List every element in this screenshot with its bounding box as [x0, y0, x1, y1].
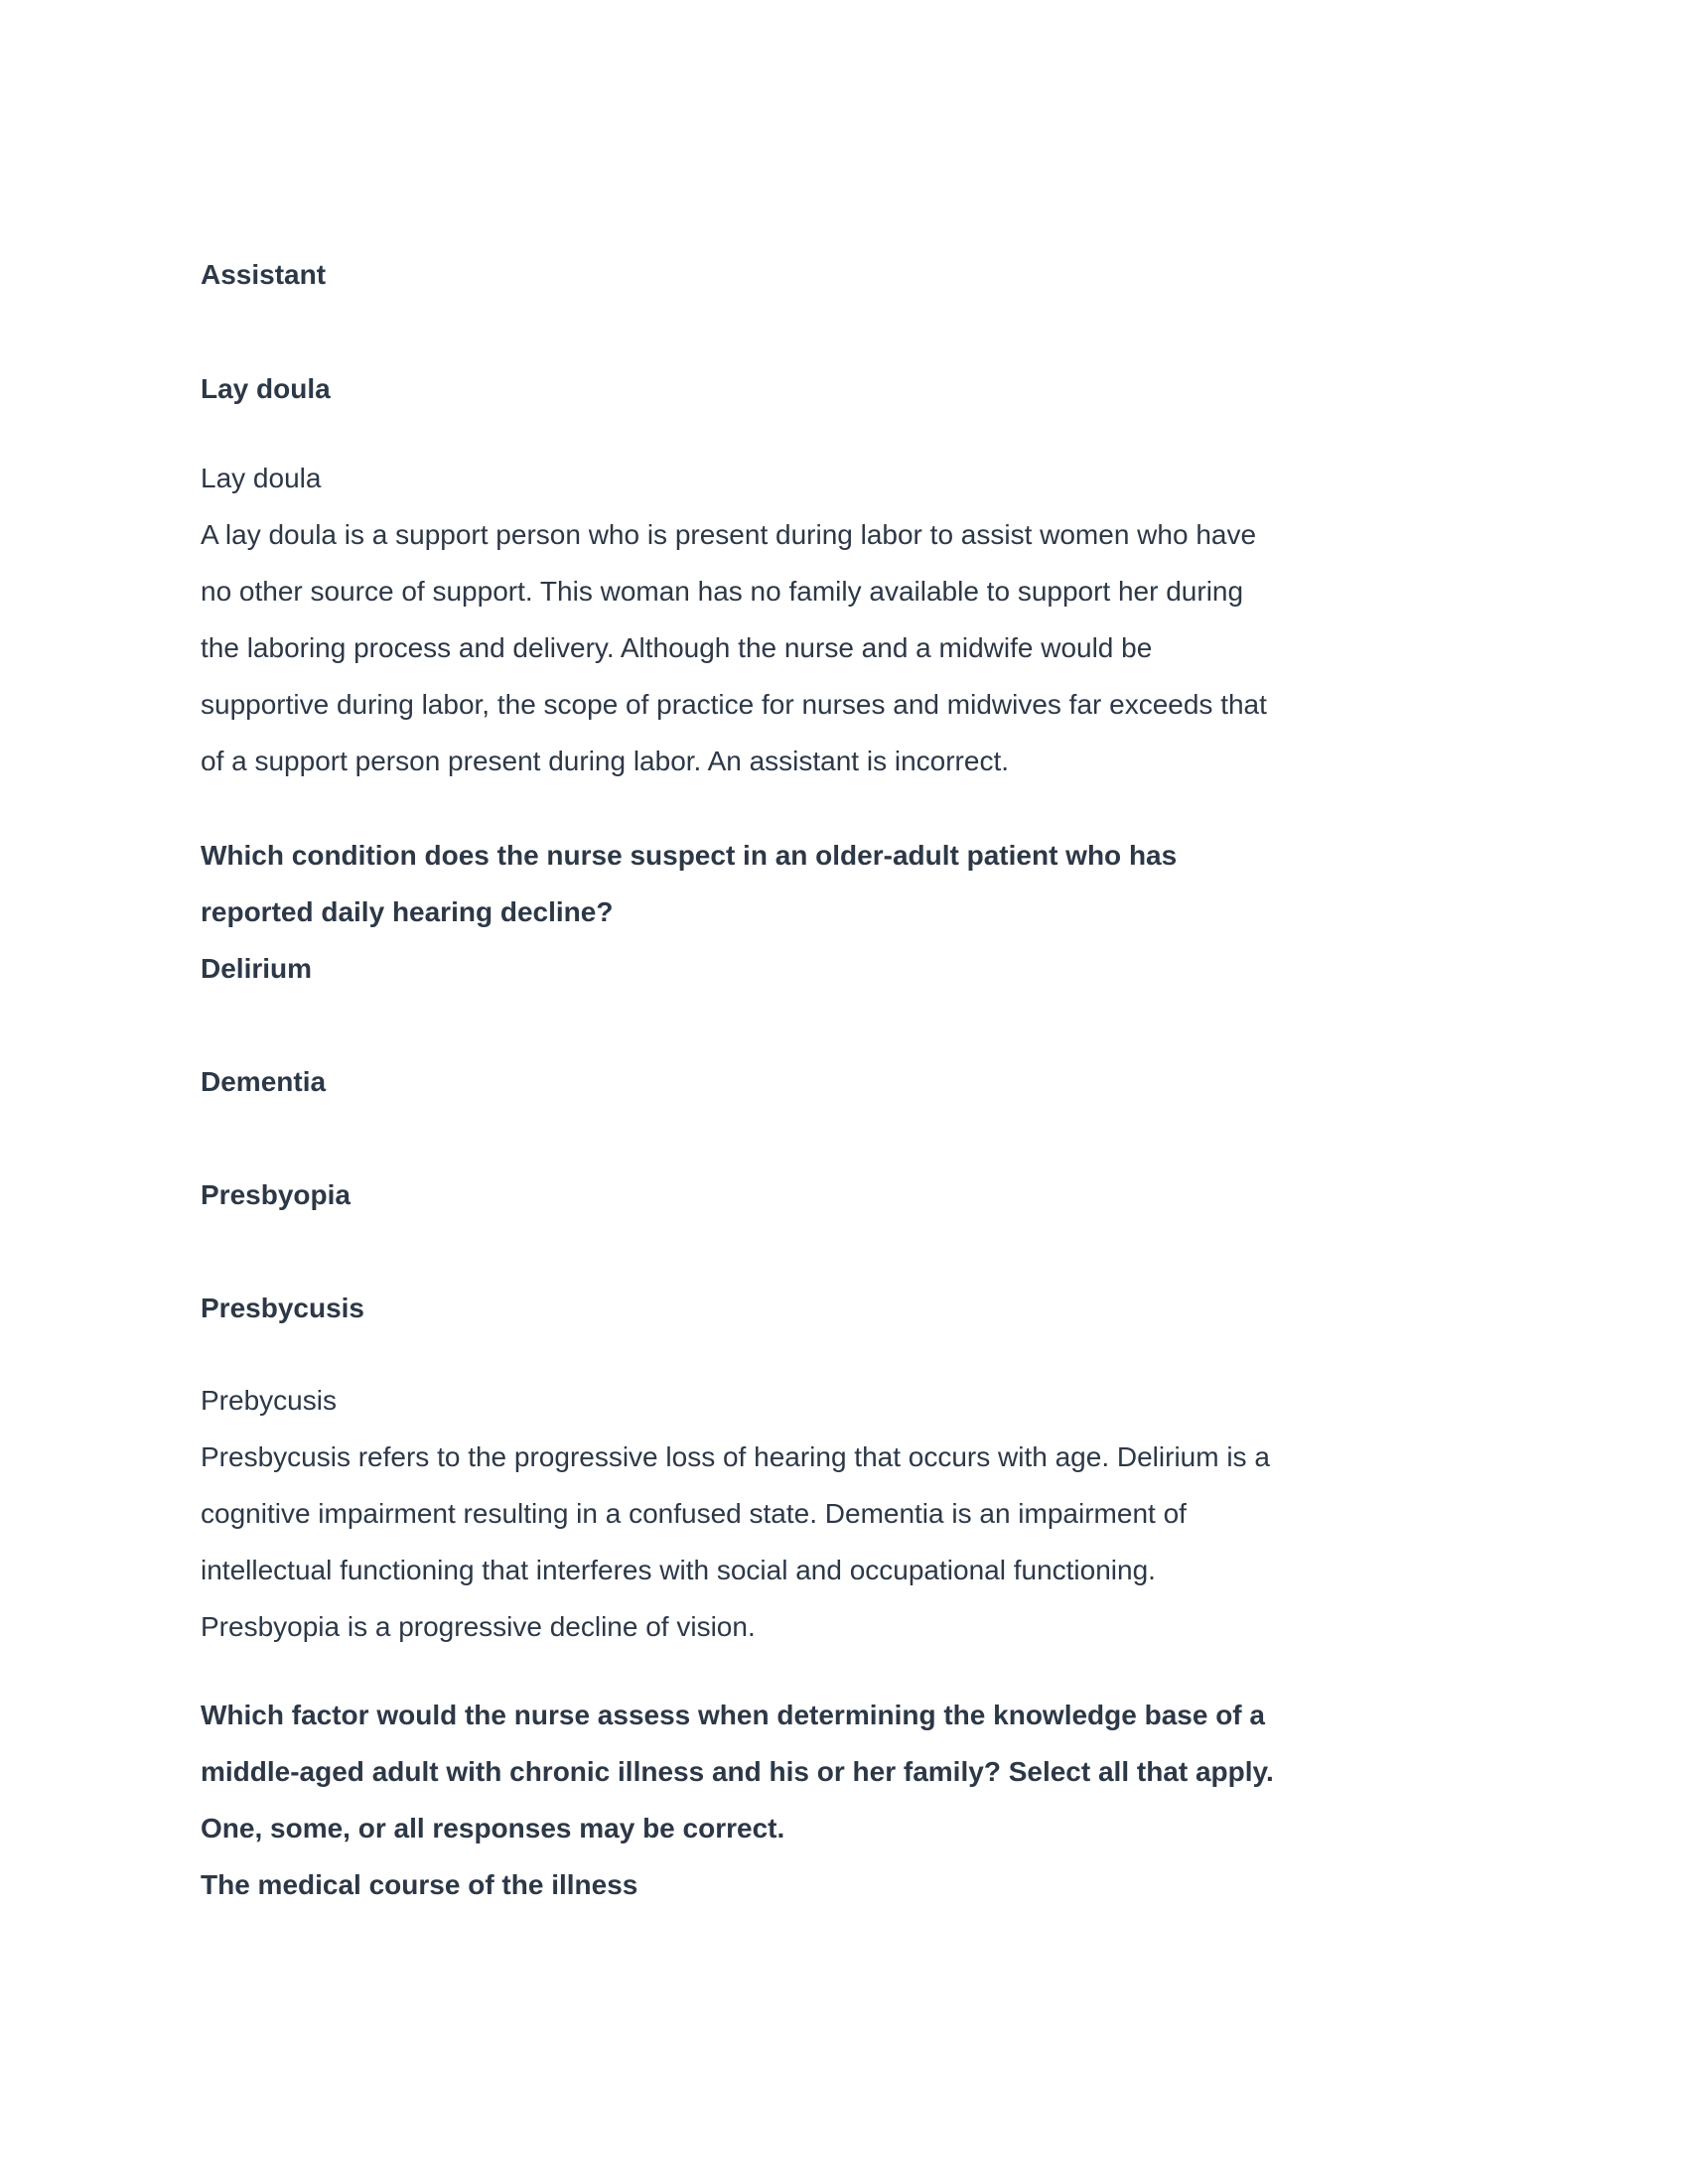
option-dementia-label: Dementia [201, 1066, 327, 1097]
rationale-2-line: cognitive impairment resulting in a confused state. Dementia is an impairment of [201, 1498, 1187, 1529]
rationale-1-line: supportive during labor, the scope of practice for nurses and midwives far exceeds that [201, 689, 1267, 720]
option-presbyopia-label: Presbyopia [201, 1179, 351, 1210]
option-presbyopia [201, 1166, 1549, 1223]
question-2-line: middle-aged adult with chronic illness and his or her family? Select all that apply. [201, 1756, 1274, 1787]
rationale-2 [201, 1372, 1549, 1655]
question-1-line: reported daily hearing decline? [201, 896, 614, 927]
rationale-1-line: the laboring process and delivery. Although the nurse and a midwife would be [201, 632, 1153, 663]
option-presbycusis-label: Presbycusis [201, 1293, 364, 1323]
rationale-2-line: Presbycusis refers to the progressive loss of hearing that occurs with age. Delirium is a [201, 1441, 1270, 1472]
rationale-2-heading: Prebycusis [201, 1385, 337, 1416]
correct-answer-lay-doula [201, 360, 1549, 417]
rationale-1-line: no other source of support. This woman has no family available to support her during [201, 576, 1244, 607]
question-2-line: One, some, or all responses may be correct. [201, 1813, 785, 1843]
option-medical-course-label: The medical course of the illness [201, 1869, 638, 1900]
option-dementia [201, 1053, 1549, 1110]
question-1-line: Which condition does the nurse suspect in an older-adult patient who has [201, 840, 1178, 871]
rationale-2-line: Presbyopia is a progressive decline of vision. [201, 1611, 756, 1642]
option-presbycusis [201, 1280, 1549, 1336]
rationale-1-line: of a support person present during labor. An assistant is incorrect. [201, 746, 1010, 776]
question-2 [201, 1687, 1549, 1856]
rationale-1 [201, 450, 1549, 789]
rationale-1-heading: Lay doula [201, 463, 322, 493]
option-medical-course [201, 1856, 1549, 1913]
question-1 [201, 827, 1549, 940]
correct-answer-label: Lay doula [201, 373, 331, 404]
option-delirium [201, 940, 1549, 997]
option-assistant [201, 246, 1549, 303]
rationale-2-line: intellectual functioning that interferes with social and occupational functioning. [201, 1555, 1156, 1585]
question-2-line: Which factor would the nurse assess when determining the knowledge base of a [201, 1700, 1265, 1730]
option-delirium-label: Delirium [201, 953, 313, 984]
rationale-1-line: A lay doula is a support person who is present during labor to assist women who have [201, 519, 1257, 550]
option-assistant-label: Assistant [201, 259, 327, 290]
